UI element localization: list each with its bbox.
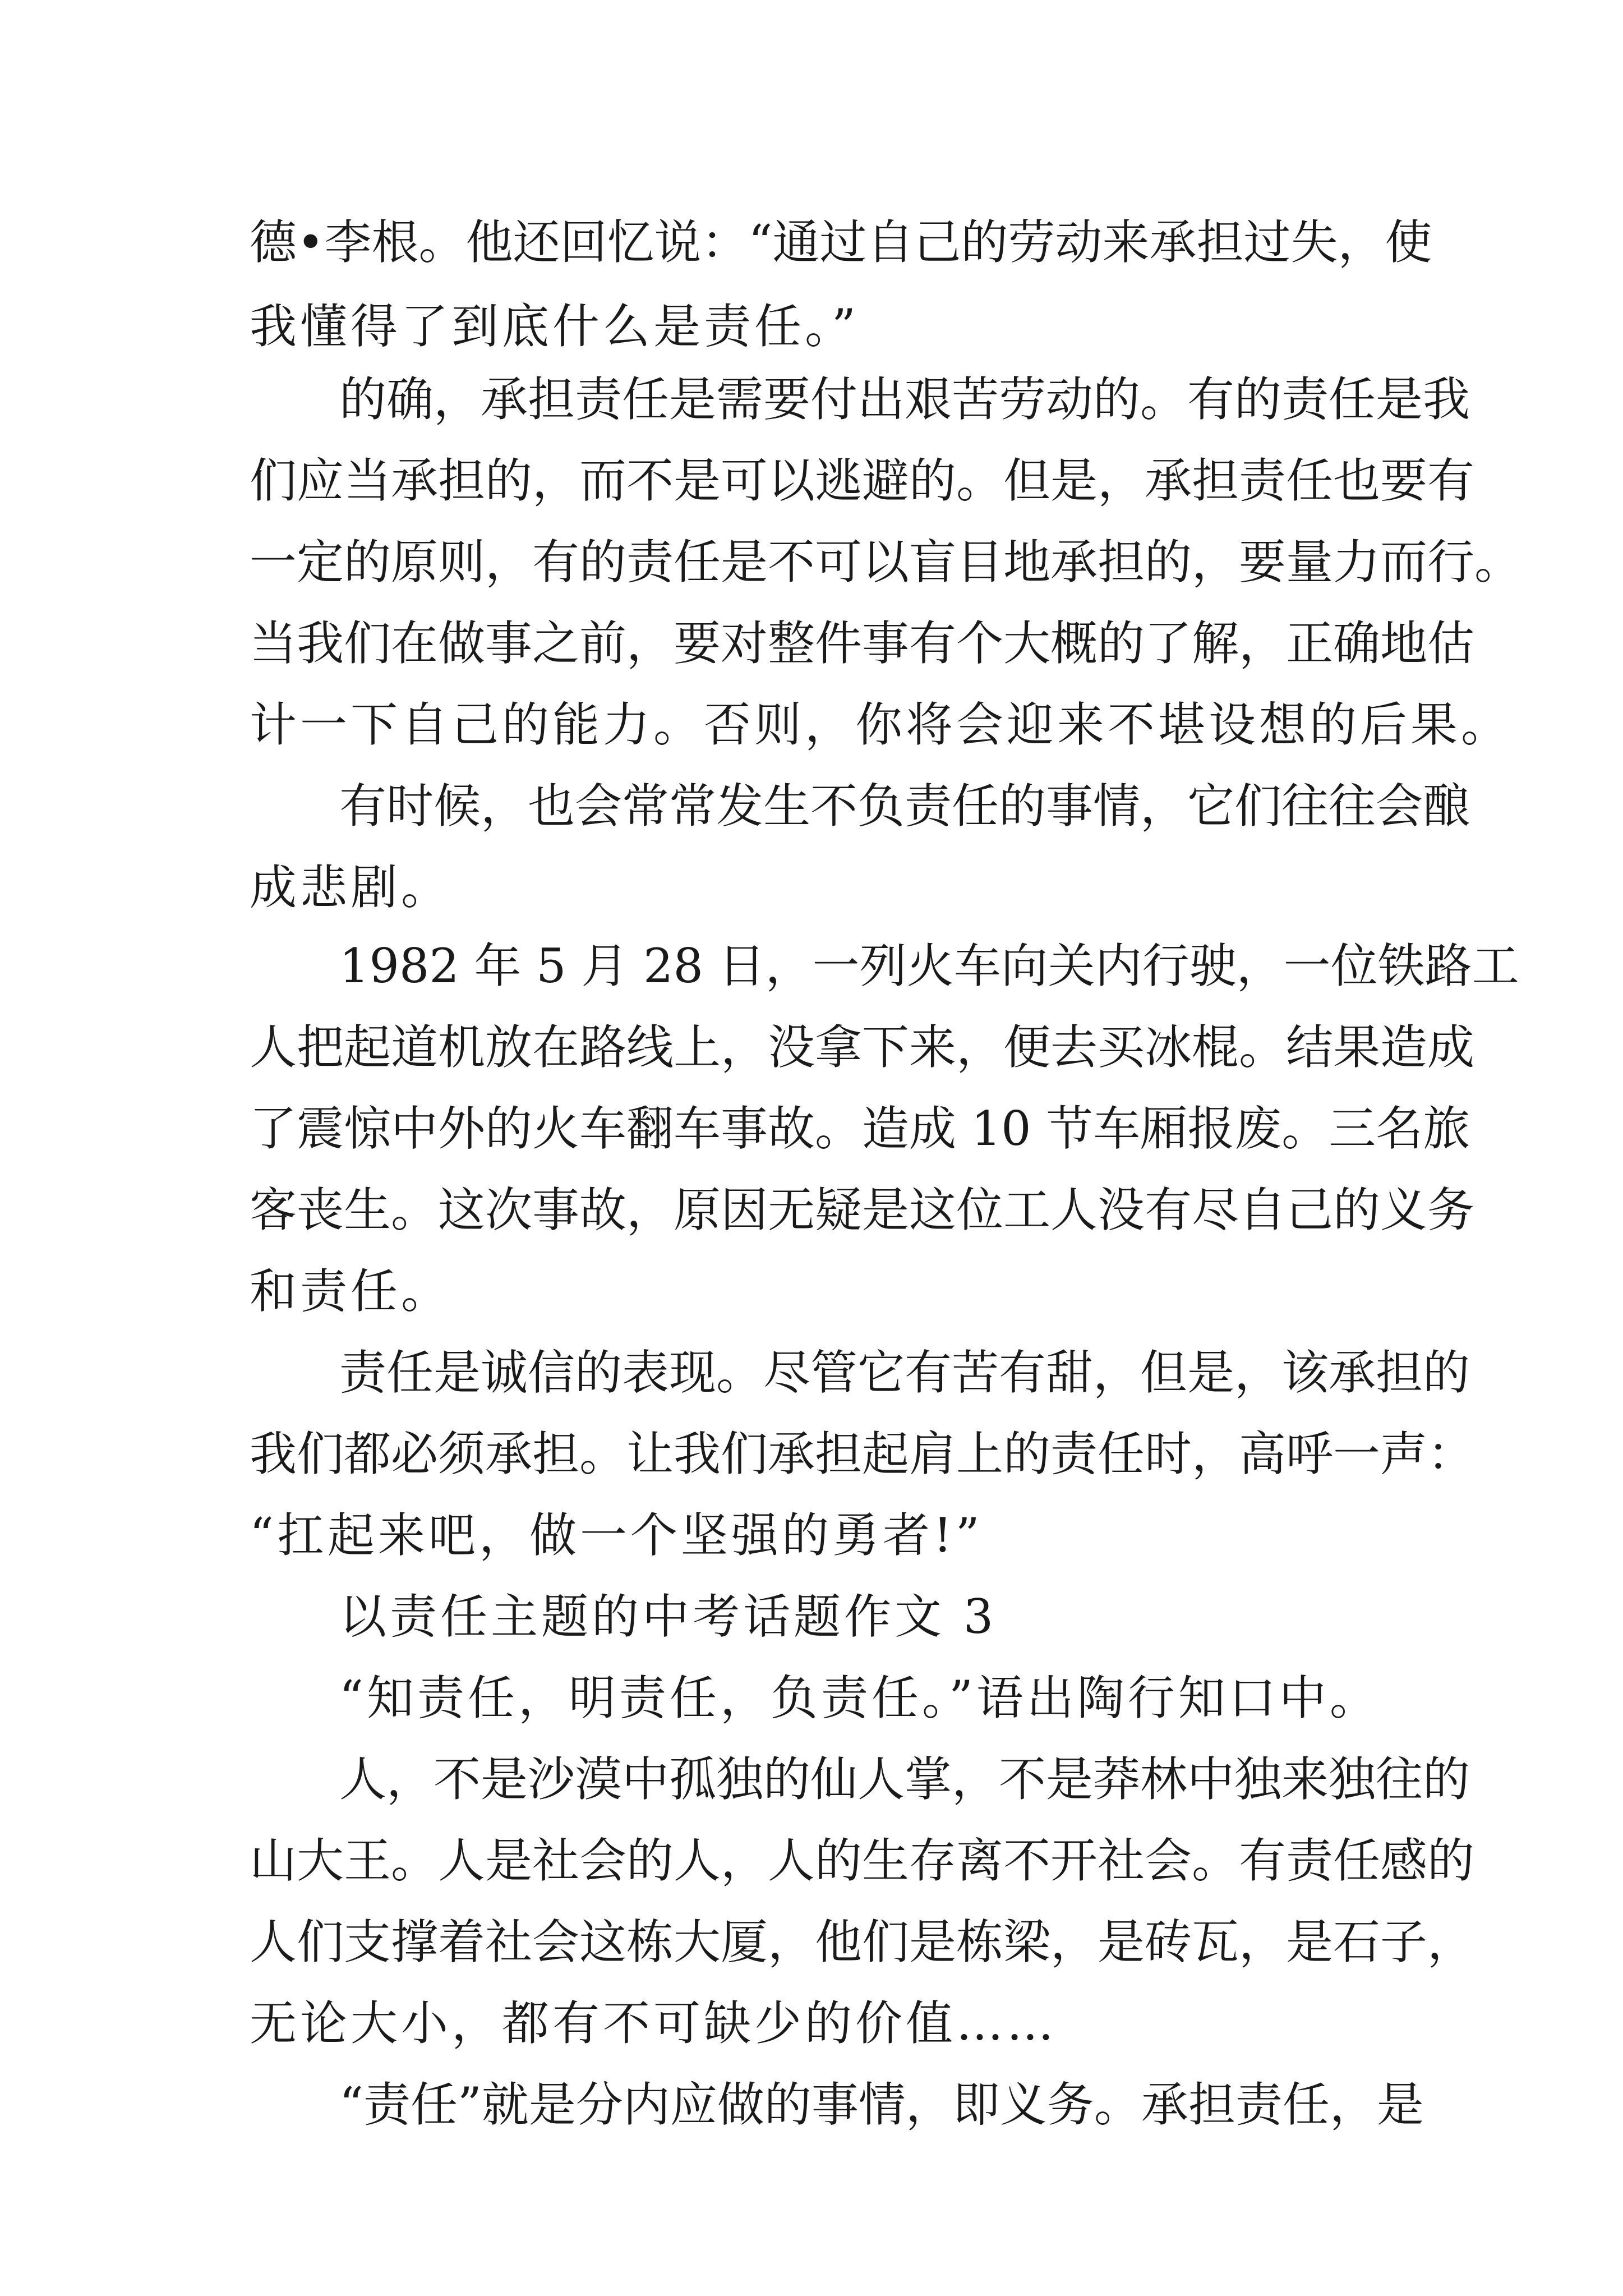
text-line: 成悲剧。 bbox=[250, 860, 452, 915]
text-line: 人，不是沙漠中孤独的仙人掌，不是莽林中独来独往的 bbox=[339, 1752, 1470, 1807]
text-line: 们应当承担的，而不是可以逃避的。但是，承担责任也要有 bbox=[250, 453, 1475, 508]
text-line: 德•李根。他还回忆说：“通过自己的劳动来承担过失，使 bbox=[250, 215, 1432, 270]
text-line: 了震惊中外的火车翻车事故。造成 10 节车厢报废。三名旅 bbox=[250, 1101, 1470, 1156]
section-heading: 以责任主题的中考话题作文 3 bbox=[339, 1589, 997, 1644]
text-line: 的确，承担责任是需要付出艰苦劳动的。有的责任是我 bbox=[339, 372, 1470, 427]
text-line: 一定的原则，有的责任是不可以盲目地承担的，要量力而行。 bbox=[250, 535, 1522, 590]
text-line: 责任是诚信的表现。尽管它有苦有甜，但是，该承担的 bbox=[339, 1345, 1470, 1400]
text-line: 我们都必须承担。让我们承担起肩上的责任时，高呼一声： bbox=[250, 1427, 1475, 1481]
text-line: 山大王。人是社会的人，人的生存离不开社会。有责任感的 bbox=[250, 1833, 1475, 1888]
text-line: 人们支撑着社会这栋大厦，他们是栋梁，是砖瓦，是石子， bbox=[250, 1915, 1475, 1970]
text-line: 当我们在做事之前，要对整件事有个大概的了解，正确地估 bbox=[250, 616, 1475, 671]
text-line: “扛起来吧，做一个坚强的勇者!” bbox=[250, 1508, 983, 1563]
text-line: 无论大小，都有不可缺少的价值…… bbox=[250, 1996, 1058, 2051]
text-line: 客丧生。这次事故，原因无疑是这位工人没有尽自己的义务 bbox=[250, 1182, 1475, 1237]
text-line: 人把起道机放在路线上，没拿下来，便去买冰棍。结果造成 bbox=[250, 1020, 1475, 1075]
text-line: 1982 年 5 月 28 日，一列火车向关内行驶，一位铁路工 bbox=[339, 938, 1519, 993]
text-line: 和责任。 bbox=[250, 1264, 452, 1319]
text-line: 计一下自己的能力。否则，你将会迎来不堪设想的后果。 bbox=[250, 697, 1512, 752]
text-line: “知责任，明责任，负责任。”语出陶行知口中。 bbox=[339, 1671, 1380, 1726]
text-line: 我懂得了到底什么是责任。” bbox=[250, 299, 859, 354]
text-line: “责任”就是分内应做的事情，即义务。承担责任，是 bbox=[339, 2077, 1424, 2132]
text-line: 有时候，也会常常发生不负责任的事情，它们往往会酿 bbox=[339, 779, 1470, 834]
